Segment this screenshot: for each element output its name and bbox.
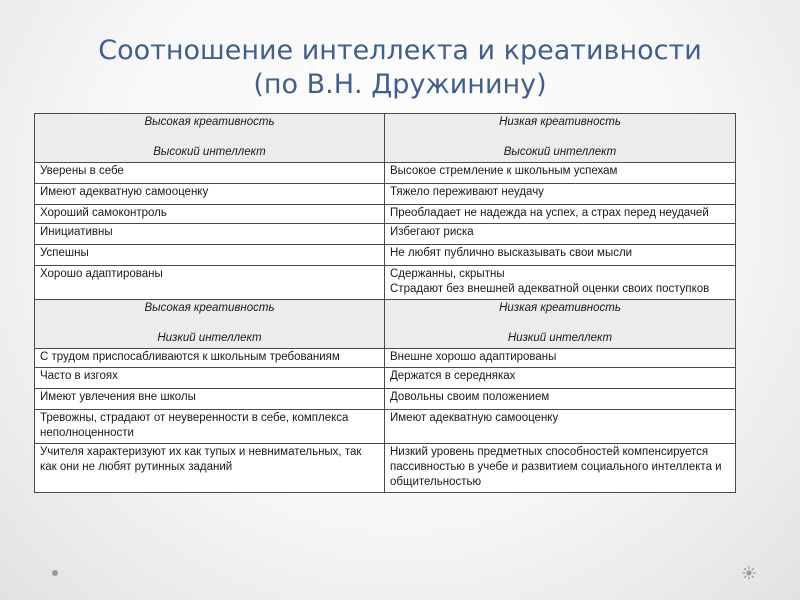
- table-row: [35, 389, 736, 410]
- table-cell-right: Довольны своим положением: [385, 389, 736, 410]
- section1-left-header: [35, 114, 385, 163]
- table-cell-right: Держатся в середняках: [385, 368, 736, 389]
- table-row: [35, 163, 736, 184]
- table-row: [35, 224, 736, 245]
- table-row: [35, 245, 736, 266]
- slide-title-line-2: (по В.Н. Дружинину): [253, 69, 547, 100]
- section2-right-header: [385, 300, 736, 349]
- slide-title-line-1: Соотношение интеллекта и креативности: [98, 35, 702, 66]
- table-cell-right: Внешне хорошо адаптированы: [385, 349, 736, 368]
- table-cell-right: Не любят публично высказывать свои мысли: [385, 245, 736, 266]
- table-cell-right: Низкий уровень предметных способностей компенсируется пассивностью в учебе и развитием социального интеллекта и общительностью: [385, 444, 736, 493]
- table-cell-left: Хорошо адаптированы: [35, 266, 385, 300]
- header-intellect: Высокий интеллект: [503, 146, 617, 158]
- table-cell-right: Имеют адекватную самооценку: [385, 410, 736, 444]
- table-cell-right: Высокое стремление к школьным успехам: [385, 163, 736, 184]
- header-creativity: Низкая креативность: [499, 302, 621, 314]
- bullet-dot-icon: [52, 570, 58, 576]
- header-intellect: Низкий интеллект: [507, 332, 613, 344]
- table-cell-left: Имеют адекватную самооценку: [35, 184, 385, 205]
- section-header-row: [35, 114, 736, 163]
- table-row: [35, 266, 736, 300]
- table-cell-right: Тяжело переживают неудачу: [385, 184, 736, 205]
- table-cell-left: Учителя характеризуют их как тупых и невнимательных, так как они не любят рутинных заданий: [35, 444, 385, 493]
- section-header-row: [35, 300, 736, 349]
- table-row: [35, 205, 736, 224]
- settings-sun-icon: [742, 566, 756, 580]
- table-row: [35, 184, 736, 205]
- table-row: [35, 349, 736, 368]
- table-cell-left: С трудом приспосабливаются к школьным требованиям: [35, 349, 385, 368]
- table-cell-left: Инициативны: [35, 224, 385, 245]
- header-intellect: Низкий интеллект: [157, 332, 262, 344]
- table-cell-left: Уверены в себе: [35, 163, 385, 184]
- table-cell-right: Избегают риска: [385, 224, 736, 245]
- table-row: [35, 410, 736, 444]
- table-row: [35, 368, 736, 389]
- table-cell-right: Сдержанны, скрытны Страдают без внешней адекватной оценки своих поступков: [385, 266, 736, 300]
- table-row: [35, 444, 736, 493]
- section2-left-header: [35, 300, 385, 349]
- table-cell-left: Тревожны, страдают от неуверенности в себе, комплекса неполноценности: [35, 410, 385, 444]
- header-intellect: Высокий интеллект: [153, 146, 266, 158]
- table-cell-left: Хороший самоконтроль: [35, 205, 385, 224]
- section1-right-header: [385, 114, 736, 163]
- table-cell-left: Успешны: [35, 245, 385, 266]
- table-cell-left: Часто в изгоях: [35, 368, 385, 389]
- header-creativity: Низкая креативность: [499, 116, 621, 128]
- header-creativity: Высокая креативность: [144, 302, 275, 314]
- comparison-table: [34, 113, 736, 493]
- comparison-table-body: [35, 114, 736, 493]
- header-creativity: Высокая креативность: [144, 116, 275, 128]
- table-cell-left: Имеют увлечения вне школы: [35, 389, 385, 410]
- slide-title: [0, 34, 800, 102]
- table-cell-right: Преобладает не надежда на успех, а страх перед неудачей: [385, 205, 736, 224]
